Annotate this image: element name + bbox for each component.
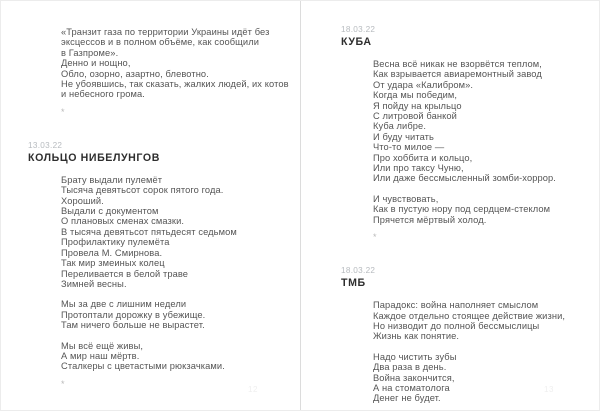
poem-line: В тысяча девятьсот пятьдесят седьмом [61, 226, 237, 237]
poem-line: Как взрывается авиаремонтный завод [373, 69, 542, 80]
poem-line: Сталкеры с цветастыми рюкзачками. [61, 361, 225, 372]
poem-line: А на стоматолога [373, 382, 450, 393]
poem-continuation [61, 27, 289, 117]
footnote-mark: * [373, 232, 377, 243]
poem-line: Я пойду на крыльцо [373, 100, 462, 111]
poem-line: Парадокс: война наполняет смыслом [373, 300, 539, 311]
page-right [301, 1, 599, 410]
poem-line: Прячется мёртвый холод. [373, 214, 487, 225]
poem-line: Тысяча девятьсот сорок пятого года. [61, 185, 224, 196]
poem-title: КУБА [341, 36, 372, 48]
poem-stanza [61, 299, 282, 330]
poem-line: Обло, озорно, азартно, блевотно. [61, 68, 209, 79]
poem-line: Брату выдали пулемёт [61, 174, 163, 185]
poem-line: Мы за две с лишним недели [61, 299, 187, 310]
poem-line: «Транзит газа по территории Украины идёт без [61, 27, 270, 37]
poem-line: Не убоявшись, так сказать, жалких людей, их котов [61, 79, 289, 90]
poem-line: Жизнь как понятие. [373, 331, 460, 342]
poem-line: Денег не будет. [373, 393, 441, 404]
poem-line: Когда мы победим, [373, 90, 458, 101]
poem-line: Профилактику пулемёта [61, 237, 170, 248]
poem-line: И буду читать [373, 131, 434, 142]
poem-line: Выдали с документом [61, 206, 159, 217]
poem-line: От удара «Калибром». [373, 79, 474, 90]
poem-stanza [61, 175, 282, 289]
poem-text [61, 175, 282, 389]
poem-line: Протоптали дорожку в убежище. [61, 309, 206, 320]
poem-text [373, 59, 581, 242]
poem-line: С литровой банкой [373, 111, 457, 122]
poem-stanza [373, 300, 581, 342]
poem-line: Каждое отдельно стоящее действие жизни, [373, 310, 566, 321]
poem-stanza [61, 341, 282, 372]
poem-line: Мы всё ещё живы, [61, 340, 144, 351]
poem-line: И чувствовать, [373, 193, 439, 204]
poem-line: Что-то милое — [373, 142, 445, 153]
poem-line: Как в пустую нору под сердцем-стеклом [373, 204, 551, 215]
poem-header [28, 141, 282, 164]
poem-header [341, 25, 581, 48]
poem-line: Так мир змеиных колец [61, 258, 165, 269]
poem-line: и небесного грома. [61, 89, 145, 100]
poem-line: Хороший. [61, 195, 104, 206]
poem-stanza [373, 194, 581, 225]
poem-stanza [373, 352, 581, 404]
poem-line: Куба либре. [373, 121, 426, 132]
poem-title: ТМБ [341, 277, 366, 290]
poem-date: 13.03.22 [28, 140, 63, 150]
poem-line: эксцессов и в полном объёме, как сообщили [61, 37, 260, 48]
footnote-mark: * [61, 378, 65, 389]
poem-title: КОЛЬЦО НИБЕЛУНГОВ [28, 151, 160, 164]
footnote-mark: * [61, 106, 65, 117]
poem-line: Или про таксу Чуню, [373, 163, 464, 174]
poem-stanza [61, 27, 289, 100]
poem-line: Провела М. Смирнова. [61, 247, 163, 258]
poem-stanza [373, 59, 581, 184]
poem-line: Про хоббита и кольцо, [373, 152, 473, 163]
poem-line: Денно и нощно, [61, 58, 131, 69]
poem-date: 18.03.22 [341, 266, 376, 276]
poem-line: Но низводит до полной бессмыслицы [373, 320, 540, 331]
section-gap [341, 254, 581, 266]
poem-line: Переливается в белой траве [61, 268, 189, 279]
poem-line: в Газпроме». [61, 47, 119, 58]
page-number-left: 12 [248, 385, 258, 394]
poem-line: Там ничего больше не вырастет. [61, 320, 205, 331]
poem-date: 18.03.22 [341, 25, 376, 34]
poem-line: А мир наш мёртв. [61, 350, 140, 361]
page-left [1, 1, 300, 410]
poem-line: Надо чистить зубы [373, 351, 457, 362]
poem-line: Зимней весны. [61, 278, 127, 289]
poem-header [341, 266, 581, 289]
poem-line: Два раза в день. [373, 362, 447, 373]
page-number-right: 13 [544, 385, 554, 394]
poem-line: Весна всё никак не взорвётся теплом, [373, 59, 542, 69]
section-gap [28, 129, 282, 141]
poem-line: О плановых сменах смазки. [61, 216, 185, 227]
poem-line: Война закончится, [373, 372, 455, 383]
poem-line: Или даже бессмысленный зомби-хоррор. [373, 173, 556, 184]
